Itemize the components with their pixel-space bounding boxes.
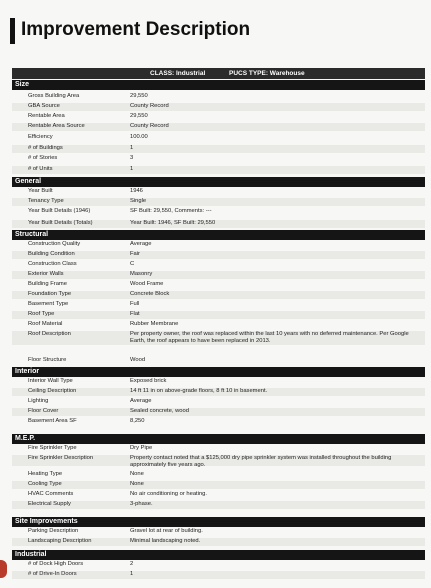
row-value: C xyxy=(130,261,135,267)
row-value: Average xyxy=(130,398,152,404)
row-value: Flat xyxy=(130,311,140,317)
row-label: Fire Sprinkler Type xyxy=(28,445,77,451)
row-value: Sealed concrete, wood xyxy=(130,408,189,414)
section-title: Industrial xyxy=(15,551,47,558)
row-value: None xyxy=(130,471,144,477)
table-row xyxy=(12,198,425,206)
table-row xyxy=(12,455,425,466)
row-value: 3-phase. xyxy=(130,501,153,507)
row-label: Cooling Type xyxy=(28,481,62,487)
table-row xyxy=(12,538,425,546)
row-label: Basement Area SF xyxy=(28,418,77,424)
table-row xyxy=(12,561,425,569)
row-label: Rentable Area xyxy=(28,112,65,119)
title-accent-bar xyxy=(10,18,15,44)
row-value: Wood xyxy=(130,357,146,363)
row-value: 1 xyxy=(130,165,134,172)
row-label: Tenancy Type xyxy=(28,198,64,204)
row-label: Building Condition xyxy=(28,251,75,257)
row-value: Gravel lot at rear of building. xyxy=(130,528,203,534)
table-row xyxy=(12,145,425,153)
row-label: Ceiling Description xyxy=(28,388,77,394)
row-value: 29,550 xyxy=(130,112,148,119)
row-value: Exposed brick xyxy=(130,378,167,384)
table-row xyxy=(12,271,425,279)
row-value: Minimal landscaping noted. xyxy=(130,538,201,544)
table-row xyxy=(12,378,425,386)
row-value: 2 xyxy=(130,561,134,567)
table-row xyxy=(12,491,425,499)
table-row xyxy=(12,291,425,299)
section-header-general xyxy=(12,177,425,187)
table-row xyxy=(12,134,425,142)
row-value: 100.00 xyxy=(130,133,148,140)
table-row xyxy=(12,418,425,426)
row-value: SF Built: 29,550, Comments: --- xyxy=(130,208,212,214)
row-label: GBA Source xyxy=(28,102,60,109)
table-row xyxy=(12,188,425,196)
table-row xyxy=(12,481,425,489)
row-value: Wood Frame xyxy=(130,281,164,287)
class-header-bar xyxy=(12,68,425,79)
row-label: Floor Cover xyxy=(28,408,59,414)
table-row xyxy=(12,103,425,111)
section-title: Interior xyxy=(15,368,40,375)
row-label: Year Built Details (1946) xyxy=(28,208,91,214)
row-value: 1946 xyxy=(130,188,143,194)
row-label: Basement Type xyxy=(28,301,69,307)
table-row xyxy=(12,93,425,101)
section-header-structural xyxy=(12,230,425,240)
row-value: 29,550 xyxy=(130,92,148,99)
table-row xyxy=(12,445,425,453)
table-row xyxy=(12,301,425,309)
table-row xyxy=(12,501,425,509)
row-label: Floor Structure xyxy=(28,357,67,363)
row-label: Parking Description xyxy=(28,528,79,534)
table-row xyxy=(12,408,425,416)
row-label: Interior Wall Type xyxy=(28,378,73,384)
section-header-m-e-p xyxy=(12,434,425,444)
row-label: # of Drive-In Doors xyxy=(28,571,77,577)
row-label: Efficiency xyxy=(28,133,53,140)
table-row xyxy=(12,528,425,536)
row-value: 1 xyxy=(130,144,134,151)
table-row xyxy=(12,571,425,579)
row-value: Masonry xyxy=(130,271,153,277)
row-label: Construction Quality xyxy=(28,241,81,247)
row-label: Roof Type xyxy=(28,311,55,317)
table-row xyxy=(12,123,425,131)
section-title: Site Improvements xyxy=(15,518,78,525)
row-label: # of Stories xyxy=(28,154,58,161)
row-label: Landscaping Description xyxy=(28,538,92,544)
row-value: Fair xyxy=(130,251,140,257)
section-header-industrial xyxy=(12,550,425,560)
page-title: Improvement Description xyxy=(21,19,251,40)
section-header-site-improvements xyxy=(12,517,425,527)
row-label: Year Built Details (Totals) xyxy=(28,220,93,226)
row-label: Building Frame xyxy=(28,281,67,287)
row-label: Fire Sprinkler Description xyxy=(28,455,94,461)
section-title: M.E.P. xyxy=(15,435,36,442)
table-row xyxy=(12,155,425,163)
row-label: Rentable Area Source xyxy=(28,123,85,129)
row-label: Exterior Walls xyxy=(28,271,64,277)
row-label: Roof Material xyxy=(28,321,63,327)
section-title: Structural xyxy=(15,231,49,238)
row-value: Year Built: 1946, SF Built: 29,550 xyxy=(130,220,216,226)
table-row xyxy=(12,220,425,228)
row-value: Average xyxy=(130,241,152,247)
table-row xyxy=(12,241,425,249)
table-row xyxy=(12,398,425,406)
class-label: CLASS: Industrial xyxy=(150,70,206,77)
row-value: Full xyxy=(130,301,140,307)
section-title: Size xyxy=(15,81,30,88)
row-value: 14 ft 11 in on above-grade floors, 8 ft 10 in basement. xyxy=(130,388,268,394)
row-label: Construction Class xyxy=(28,261,77,267)
row-value: Concrete Block xyxy=(130,291,170,297)
table-row xyxy=(12,113,425,121)
table-row xyxy=(12,261,425,269)
row-label: # of Dock High Doors xyxy=(28,561,84,567)
section-header-size xyxy=(12,80,425,90)
row-value: 8,250 xyxy=(130,418,145,424)
table-row xyxy=(12,471,425,479)
row-label: Foundation Type xyxy=(28,291,72,297)
row-label: Roof Description xyxy=(28,331,71,337)
row-value: County Record xyxy=(130,123,169,129)
table-row xyxy=(12,357,425,365)
row-label: Gross Building Area xyxy=(28,92,80,99)
row-value: 3 xyxy=(130,154,134,161)
table-row xyxy=(12,208,425,216)
row-value: Single xyxy=(130,198,147,204)
table-row xyxy=(12,388,425,396)
row-value: Rubber Membrane xyxy=(130,321,179,327)
row-label: HVAC Comments xyxy=(28,491,74,497)
scan-edge-mark xyxy=(0,560,7,578)
table-row xyxy=(12,251,425,259)
row-label: Lighting xyxy=(28,398,49,404)
table-row xyxy=(12,311,425,319)
table-row xyxy=(12,331,425,345)
row-label: # of Units xyxy=(28,165,53,172)
row-value: No air conditioning or heating. xyxy=(130,491,208,497)
table-row xyxy=(12,321,425,329)
pucs-type-label: PUCS TYPE: Warehouse xyxy=(229,70,305,77)
section-title: General xyxy=(15,178,42,185)
row-value: None xyxy=(130,481,144,487)
row-value: County Record xyxy=(130,102,169,109)
row-label: Year Built xyxy=(28,188,53,194)
row-value: Dry Pipe xyxy=(130,445,153,451)
row-label: Electrical Supply xyxy=(28,501,71,507)
table-row xyxy=(12,166,425,174)
row-value: Property contact noted that a $125,000 dry pipe sprinkler system was installed throughout the building approximately five years ago. xyxy=(130,455,392,468)
row-value: 1 xyxy=(130,571,134,577)
row-label: Heating Type xyxy=(28,471,63,477)
table-row xyxy=(12,281,425,289)
section-header-interior xyxy=(12,367,425,377)
row-label: # of Buildings xyxy=(28,144,63,151)
row-value: Per property owner, the roof was replaced within the last 10 years with no deferred maintenance. Per Google Earth, the roof appears to have been replaced in 2013. xyxy=(130,331,409,344)
